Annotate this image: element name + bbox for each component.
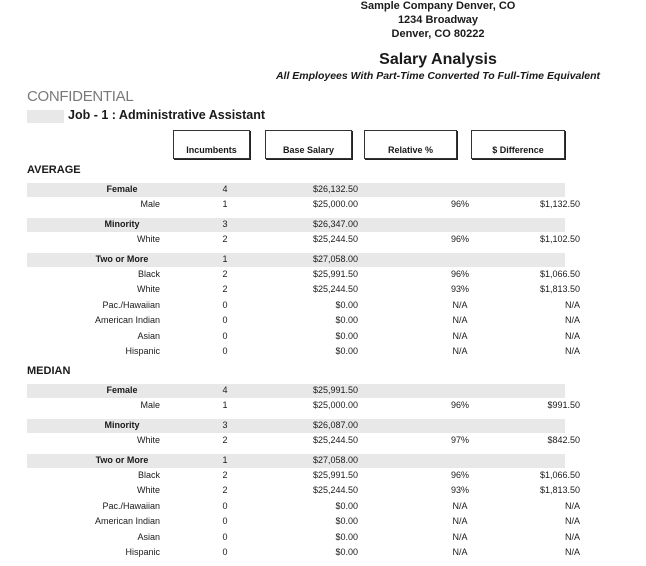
- difference-cell: N/A: [564, 501, 580, 511]
- row-label: White: [136, 485, 160, 495]
- table-row: [27, 253, 565, 267]
- incumbents-cell: 0: [222, 532, 228, 542]
- incumbents-cell: 1: [222, 455, 228, 465]
- row-label: Male: [140, 400, 160, 410]
- table-row: [27, 299, 580, 313]
- relative-value: 97%: [450, 435, 469, 445]
- difference-cell: N/A: [564, 547, 580, 557]
- relative-value: N/A: [452, 331, 468, 341]
- base-salary-cell: $0.00: [335, 501, 358, 511]
- table-row: [27, 515, 580, 529]
- base-salary-cell: $25,000.00: [312, 199, 358, 209]
- table-row: [27, 233, 580, 247]
- relative-cell: [391, 455, 471, 465]
- relative-cell: [391, 331, 471, 341]
- incumbents-cell: 4: [222, 184, 228, 194]
- confidential-label: CONFIDENTIAL: [27, 88, 134, 105]
- row-label: White: [136, 435, 160, 445]
- incumbents-cell: 3: [222, 420, 228, 430]
- base-salary-cell: $25,244.50: [312, 284, 358, 294]
- difference-cell: N/A: [564, 300, 580, 310]
- row-label: Asian: [137, 331, 160, 341]
- relative-value: 96%: [450, 470, 469, 480]
- column-header-incumbents: [173, 130, 250, 159]
- table-row: [27, 546, 580, 560]
- incumbents-cell: 4: [222, 385, 228, 395]
- company-address: 1234 Broadway: [397, 14, 479, 26]
- relative-value: N/A: [452, 516, 468, 526]
- row-label: White: [136, 234, 160, 244]
- table-row: [27, 314, 580, 328]
- difference-cell: N/A: [564, 346, 580, 356]
- difference-cell: N/A: [564, 532, 580, 542]
- relative-value: N/A: [452, 315, 468, 325]
- row-label: Hispanic: [125, 547, 160, 557]
- relative-cell: [391, 385, 471, 395]
- difference-cell: $842.50: [547, 435, 580, 445]
- base-salary-cell: $25,991.50: [312, 385, 358, 395]
- row-label: Pac./Hawaiian: [102, 501, 160, 511]
- incumbents-cell: 1: [222, 400, 228, 410]
- incumbents-cell: 1: [222, 254, 228, 264]
- column-header-base-salary: [265, 130, 352, 159]
- relative-cell: [391, 184, 471, 194]
- relative-cell: [391, 400, 471, 410]
- base-salary-cell: $26,132.50: [312, 184, 358, 194]
- difference-cell: N/A: [564, 315, 580, 325]
- job-title: Job - 1 : Administrative Assistant: [68, 108, 266, 122]
- row-label: Female: [106, 184, 138, 194]
- job-swatch: [27, 110, 64, 123]
- base-salary-cell: $25,244.50: [312, 485, 358, 495]
- difference-cell: $1,813.50: [539, 284, 580, 294]
- relative-cell: [391, 269, 471, 279]
- relative-cell: [391, 284, 471, 294]
- table-row: [27, 484, 580, 498]
- base-salary-cell: $27,058.00: [312, 254, 358, 264]
- table-row: [27, 399, 580, 413]
- incumbents-cell: 0: [222, 346, 228, 356]
- relative-value: 93%: [450, 485, 469, 495]
- row-label: Two or More: [95, 455, 149, 465]
- relative-cell: [391, 199, 471, 209]
- company-name: Sample Company Denver, CO: [360, 0, 516, 12]
- report-title: Salary Analysis: [379, 51, 497, 68]
- incumbents-cell: 0: [222, 300, 228, 310]
- table-row: [27, 454, 565, 468]
- base-salary-cell: $0.00: [335, 516, 358, 526]
- company-city: Denver, CO 80222: [391, 28, 485, 40]
- report-subtitle: All Employees With Part-Time Converted To Full-Time Equivalent: [275, 70, 601, 82]
- relative-cell: [391, 219, 471, 229]
- base-salary-cell: $26,087.00: [312, 420, 358, 430]
- row-label: Pac./Hawaiian: [102, 300, 160, 310]
- relative-value: 96%: [450, 234, 469, 244]
- incumbents-cell: 0: [222, 315, 228, 325]
- incumbents-cell: 2: [222, 234, 228, 244]
- base-salary-cell: $0.00: [335, 346, 358, 356]
- row-label: Hispanic: [125, 346, 160, 356]
- relative-cell: [391, 300, 471, 310]
- difference-cell: $1,132.50: [539, 199, 580, 209]
- row-label: Black: [137, 269, 160, 279]
- incumbents-cell: 2: [222, 284, 228, 294]
- incumbents-cell: 3: [222, 219, 228, 229]
- column-header-relative: [364, 130, 457, 159]
- relative-value: 96%: [450, 400, 469, 410]
- relative-cell: [391, 315, 471, 325]
- column-header-label: Relative %: [387, 145, 434, 155]
- relative-cell: [391, 532, 471, 542]
- table-row: [27, 434, 580, 448]
- relative-value: 96%: [450, 199, 469, 209]
- base-salary-cell: $27,058.00: [312, 455, 358, 465]
- difference-cell: $1,066.50: [539, 269, 580, 279]
- relative-cell: [391, 420, 471, 430]
- row-label: Minority: [104, 219, 140, 229]
- relative-cell: [391, 234, 471, 244]
- column-header-label: $ Difference: [492, 145, 544, 155]
- table-row: [27, 419, 565, 433]
- relative-value: 96%: [450, 269, 469, 279]
- table-row: [27, 330, 580, 344]
- row-label: Two or More: [95, 254, 149, 264]
- base-salary-cell: $25,991.50: [312, 269, 358, 279]
- relative-cell: [391, 516, 471, 526]
- table-row: [27, 183, 565, 197]
- base-salary-cell: $25,000.00: [312, 400, 358, 410]
- difference-cell: N/A: [564, 331, 580, 341]
- base-salary-cell: $0.00: [335, 315, 358, 325]
- table-row: [27, 268, 580, 282]
- row-label: Black: [137, 470, 160, 480]
- table-row: [27, 469, 580, 483]
- column-header-label: Incumbents: [186, 145, 237, 155]
- row-label: White: [136, 284, 160, 294]
- relative-value: 93%: [450, 284, 469, 294]
- incumbents-cell: 2: [222, 470, 228, 480]
- difference-cell: N/A: [564, 516, 580, 526]
- incumbents-cell: 1: [222, 199, 228, 209]
- row-label: American Indian: [94, 315, 160, 325]
- relative-cell: [391, 346, 471, 356]
- relative-cell: [391, 501, 471, 511]
- row-label: Male: [140, 199, 160, 209]
- base-salary-cell: $0.00: [335, 300, 358, 310]
- incumbents-cell: 0: [222, 516, 228, 526]
- base-salary-cell: $25,244.50: [312, 435, 358, 445]
- base-salary-cell: $0.00: [335, 532, 358, 542]
- relative-value: N/A: [452, 532, 468, 542]
- relative-cell: [391, 470, 471, 480]
- incumbents-cell: 2: [222, 435, 228, 445]
- table-row: [27, 283, 580, 297]
- row-label: American Indian: [94, 516, 160, 526]
- table-row: [27, 500, 580, 514]
- column-header-label: Base Salary: [282, 145, 335, 155]
- difference-cell: $1,066.50: [539, 470, 580, 480]
- table-row: [27, 345, 580, 359]
- relative-cell: [391, 435, 471, 445]
- section-heading: MEDIAN: [27, 365, 71, 377]
- relative-value: N/A: [452, 346, 468, 356]
- incumbents-cell: 0: [222, 501, 228, 511]
- section-heading: AVERAGE: [27, 164, 81, 176]
- table-row: [27, 384, 565, 398]
- relative-value: N/A: [452, 547, 468, 557]
- incumbents-cell: 2: [222, 269, 228, 279]
- base-salary-cell: $25,991.50: [312, 470, 358, 480]
- difference-cell: $991.50: [547, 400, 580, 410]
- base-salary-cell: $0.00: [335, 331, 358, 341]
- relative-cell: [391, 547, 471, 557]
- table-row: [27, 218, 565, 232]
- base-salary-cell: $25,244.50: [312, 234, 358, 244]
- column-header-difference: [471, 130, 565, 159]
- incumbents-cell: 0: [222, 331, 228, 341]
- relative-cell: [391, 485, 471, 495]
- difference-cell: $1,813.50: [539, 485, 580, 495]
- relative-value: N/A: [452, 300, 468, 310]
- relative-value: N/A: [452, 501, 468, 511]
- relative-cell: [391, 254, 471, 264]
- row-label: Female: [106, 385, 138, 395]
- incumbents-cell: 0: [222, 547, 228, 557]
- base-salary-cell: $0.00: [335, 547, 358, 557]
- row-label: Minority: [104, 420, 140, 430]
- difference-cell: $1,102.50: [539, 234, 580, 244]
- row-label: Asian: [137, 532, 160, 542]
- base-salary-cell: $26,347.00: [312, 219, 358, 229]
- table-row: [27, 198, 580, 212]
- table-row: [27, 531, 580, 545]
- incumbents-cell: 2: [222, 485, 228, 495]
